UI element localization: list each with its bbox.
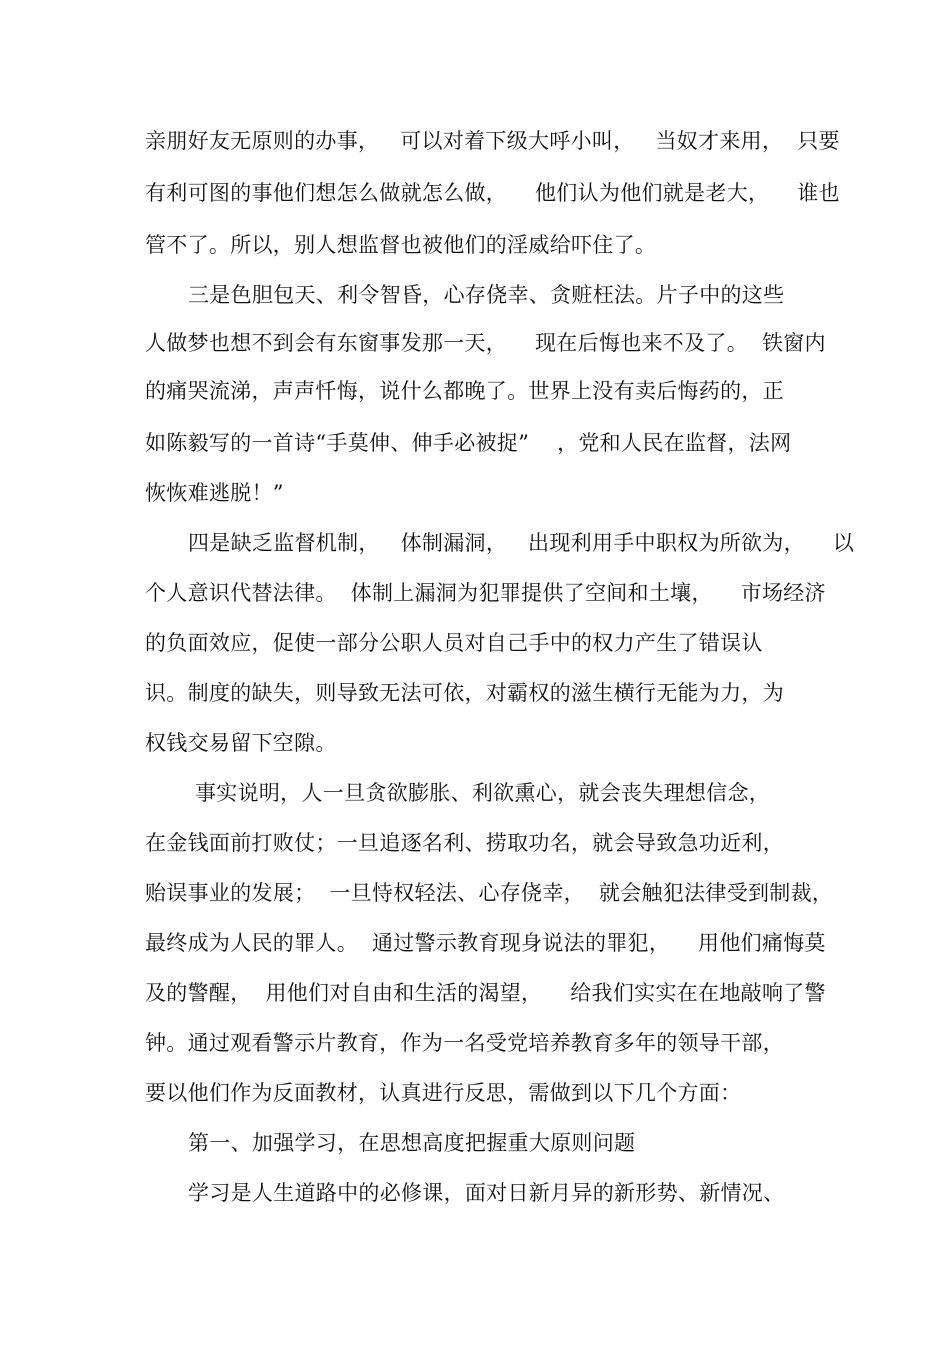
text-line: 亲朋好友无原则的办事， 可以对着下级大呼小叫， 当奴才来用， 只要: [145, 129, 840, 153]
text-line: 的负面效应，促使一部分公职人员对自己手中的权力产生了错误认: [145, 631, 763, 655]
text-line: 学习是人生道路中的必修课，面对日新月异的新形势、新情况、: [188, 1181, 785, 1205]
text-line: 如陈毅写的一首诗“手莫伸、伸手必被捉” ，党和人民在监督，法网: [145, 431, 792, 455]
section-heading: 第一、加强学习，在思想高度把握重大原则问题: [188, 1131, 636, 1155]
text-line: 权钱交易留下空隙。: [145, 731, 337, 755]
text-line: 贻误事业的发展； 一旦恃权轻法、心存侥幸， 就会触犯法律受到制裁，: [145, 881, 834, 905]
text-line: 事实说明，人一旦贪欲膨胀、利欲熏心，就会丧失理想信念，: [188, 781, 771, 805]
text-line: 三是色胆包天、利令智昏，心存侥幸、贪赃枉法。片子中的这些: [188, 283, 785, 307]
text-line: 个人意识代替法律。 体制上漏洞为犯罪提供了空间和土壤， 市场经济: [145, 581, 826, 605]
text-line: 钟。通过观看警示片教育，作为一名受党培养教育多年的领导干部，: [145, 1031, 784, 1055]
text-line: 识。制度的缺失，则导致无法可依，对霸权的滋生横行无能为力，为: [145, 681, 784, 705]
text-line: 在金钱面前打败仗；一旦追逐名利、捞取功名，就会导致急功近利，: [145, 831, 784, 855]
text-line: 有利可图的事他们想怎么做就怎么做， 他们认为他们就是老大， 谁也: [145, 181, 840, 205]
text-line: 及的警醒， 用他们对自由和生活的渴望， 给我们实实在在地敲响了警: [145, 981, 826, 1005]
text-line: 的痛哭流涕，声声忏悔，说什么都晚了。世界上没有卖后悔药的，正: [145, 379, 784, 403]
text-line: 要以他们作为反面教材，认真进行反思，需做到以下几个方面：: [145, 1081, 742, 1105]
text-line: 人做梦也想不到会有东窗事发那一天， 现在后悔也来不及了。 铁窗内: [145, 331, 826, 355]
text-line: 四是缺乏监督机制， 体制漏洞， 出现利用手中职权为所欲为， 以: [188, 531, 855, 555]
text-line: 管不了。所以，别人想监督也被他们的淫威给吓住了。: [145, 233, 657, 257]
text-line: 恢恢难逃脱！”: [145, 481, 284, 505]
text-line: 最终成为人民的罪人。 通过警示教育现身说法的罪犯， 用他们痛悔莫: [145, 931, 826, 955]
